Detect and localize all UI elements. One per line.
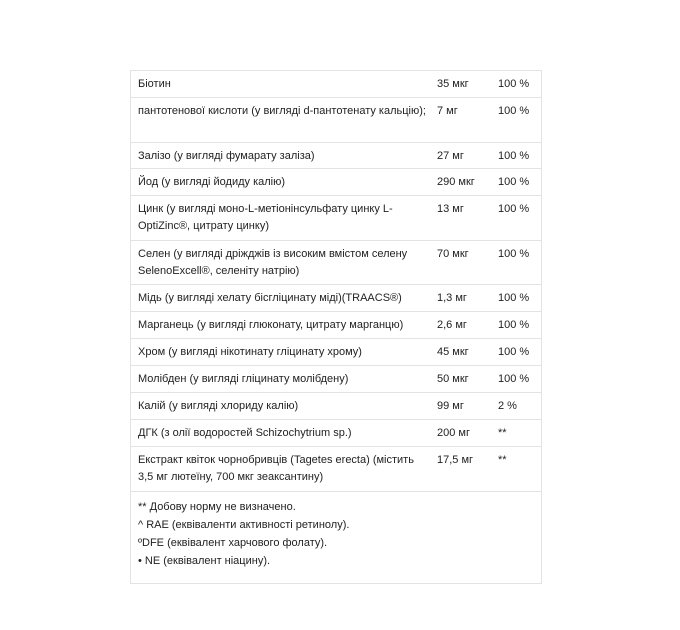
table-row (131, 420, 541, 447)
footnote: ^ RAE (еквіваленти активності ретинолу). (138, 519, 350, 531)
daily-value: 100 % (498, 78, 530, 90)
table-row (131, 169, 541, 196)
nutrient-amount: 27 мг (437, 150, 464, 162)
nutrient-name: Калій (у вигляді хлориду калію) (138, 400, 299, 412)
daily-value: 2 % (498, 400, 517, 412)
nutrient-name: Селен (у вигляді дріжджів із високим вмістом селену SelenoExcell®, селеніту натрію) (138, 248, 408, 277)
table-row (131, 143, 541, 169)
daily-value: 100 % (498, 150, 530, 162)
table-row (131, 196, 541, 241)
footnote: ** Добову норму не визначено. (138, 501, 296, 513)
nutrient-amount: 1,3 мг (437, 292, 467, 304)
nutrient-name: Залізо (у вигляді фумарату заліза) (138, 150, 315, 162)
daily-value: 100 % (498, 105, 530, 117)
nutrient-amount: 99 мг (437, 400, 464, 412)
nutrient-amount: 35 мкг (437, 78, 469, 90)
nutrient-amount: 13 мг (437, 203, 464, 215)
nutrient-name: Екстракт квіток чорнобривців (Tagetes erecta) (містить 3,5 мг лютеїну, 700 мкг зеаксантину) (138, 454, 414, 483)
daily-value: 100 % (498, 346, 530, 358)
nutrient-name: Йод (у вигляді йодиду калію) (138, 176, 286, 188)
nutrient-amount: 50 мкг (437, 373, 469, 385)
table-row (131, 98, 541, 143)
table-row (131, 393, 541, 420)
table-row (131, 339, 541, 366)
nutrition-table (130, 70, 542, 584)
nutrient-name: Цинк (у вигляді моно-L-метіонінсульфату цинку L-OptiZinc®, цитрату цинку) (138, 203, 393, 232)
nutrient-amount: 200 мг (437, 427, 470, 439)
daily-value: 100 % (498, 292, 530, 304)
table-row (131, 312, 541, 339)
nutrient-name: Біотин (138, 78, 171, 90)
footnote: • NE (еквівалент ніацину). (138, 555, 271, 567)
nutrient-amount: 7 мг (437, 105, 458, 117)
nutrient-name: ДГК (з олії водоростей Schizochytrium sp.) (138, 427, 352, 439)
nutrient-amount: 17,5 мг (437, 454, 474, 466)
table-row (131, 366, 541, 393)
nutrient-amount: 45 мкг (437, 346, 469, 358)
daily-value: ** (498, 427, 507, 439)
daily-value: ** (498, 454, 507, 466)
table-row (131, 241, 541, 285)
footnote: ºDFE (еквівалент харчового фолату). (138, 537, 328, 549)
table-row (131, 447, 541, 492)
nutrient-name: Молібден (у вигляді гліцинату молібдену) (138, 373, 349, 385)
nutrient-amount: 2,6 мг (437, 319, 467, 331)
daily-value: 100 % (498, 176, 530, 188)
daily-value: 100 % (498, 373, 530, 385)
nutrient-name: Марганець (у вигляді глюконату, цитрату марганцю) (138, 319, 404, 331)
daily-value: 100 % (498, 319, 530, 331)
nutrient-name: пантотенової кислоти (у вигляді d-пантотенату кальцію); (138, 105, 426, 117)
nutrient-amount: 70 мкг (437, 248, 469, 260)
table-row (131, 71, 541, 98)
nutrient-name: Хром (у вигляді нікотинату гліцинату хрому) (138, 346, 362, 358)
nutrient-amount: 290 мкг (437, 176, 475, 188)
footnotes (131, 492, 541, 584)
daily-value: 100 % (498, 203, 530, 215)
daily-value: 100 % (498, 248, 530, 260)
table-row (131, 285, 541, 312)
nutrient-name: Мідь (у вигляді хелату бісгліцинату міді)(TRAACS®) (138, 292, 402, 304)
